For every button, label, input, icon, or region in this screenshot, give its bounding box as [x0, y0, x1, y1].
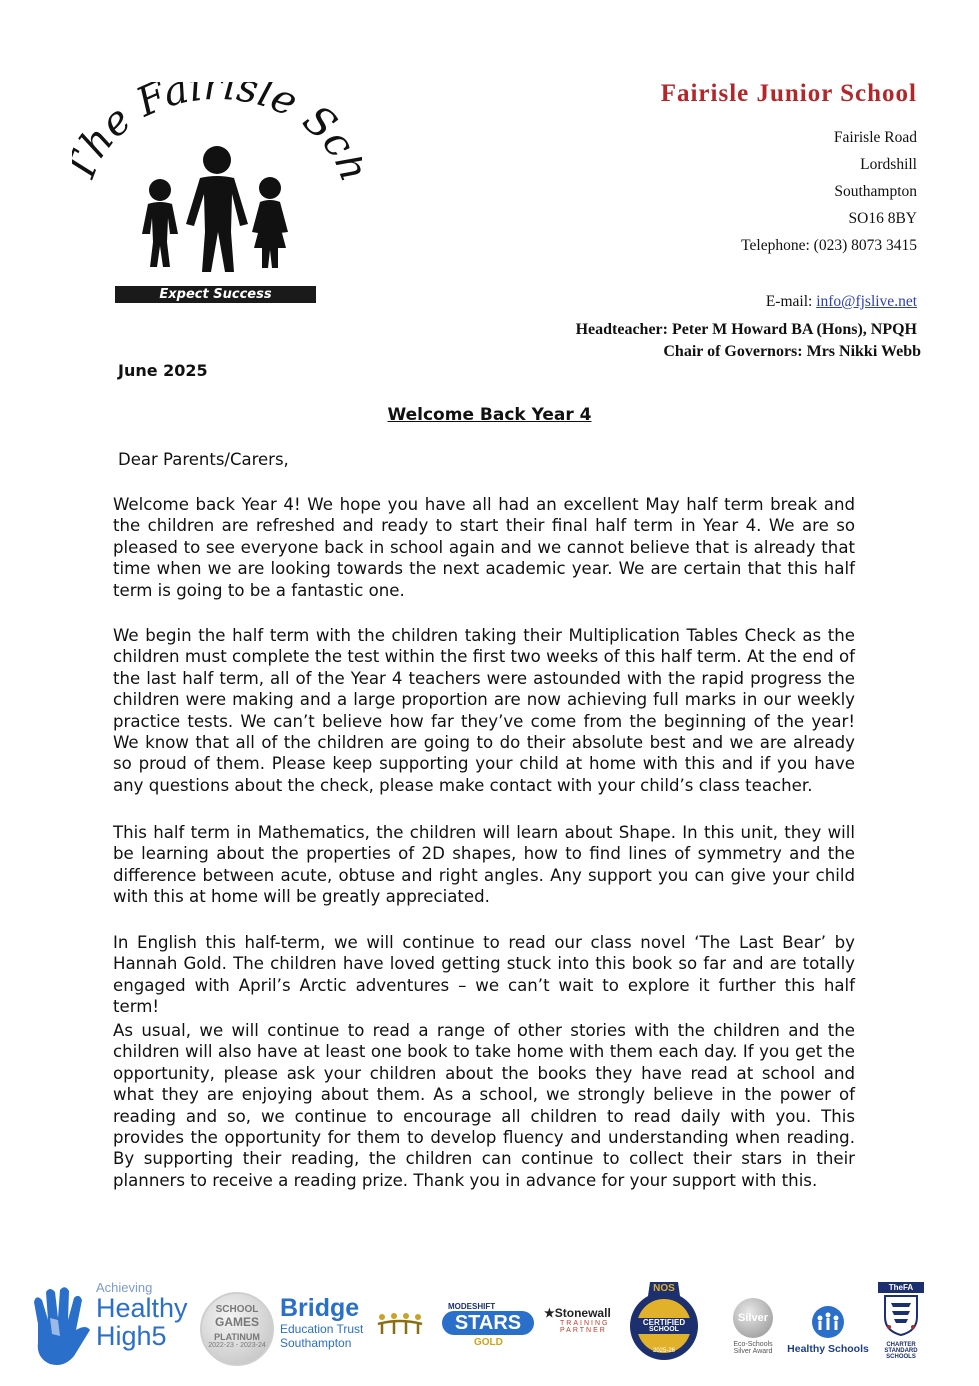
salutation: Dear Parents/Carers, [118, 450, 289, 469]
modeshift-stars: STARS [442, 1311, 534, 1335]
school-games-award: PLATINUM [214, 1332, 260, 1342]
paragraph-1: Welcome back Year 4! We hope you have all had an excellent May half term break and the children are refreshed and ready to start their final half term in Year 4. We are so pleased to see everyone back in school again and we cannot believe that is already that time when we are looking towards the next academic year. We are certain that this half term is going to be a fantastic one. [113, 495, 855, 600]
school-games-line1: SCHOOL [215, 1304, 259, 1315]
school-games-badge [200, 1292, 274, 1366]
nos-line2: SCHOOL [649, 1326, 679, 1333]
paragraph-4: In English this half-term, we will continue to read our class novel ‘The Last Bear’ by Hannah Gold. The children have loved getting stuck into this book so far and are totally engaged with April’s Arctic adventures – we can’t wait to explore it further this half term! [113, 933, 855, 1017]
logo-motto: Expect Success [115, 286, 316, 303]
school-games-years: 2022-23 - 2023-24 [208, 1342, 266, 1349]
stonewall-logo [544, 1306, 614, 1346]
healthy-schools-logo [786, 1306, 870, 1366]
telephone: Telephone: (023) 8073 3415 [741, 237, 917, 254]
high5-high5: High5 [96, 1321, 167, 1351]
email-line [766, 293, 917, 311]
fa-top: TheFA [878, 1282, 924, 1293]
eco-schools-logo [718, 1298, 788, 1368]
letter-title [0, 405, 979, 425]
logo-arc-text: he Fairisle Sc [72, 82, 362, 166]
bridge-title: Bridge [280, 1294, 360, 1322]
headteacher: Headteacher: Peter M Howard BA (Hons), NPQH [575, 321, 917, 338]
letter-date: June 2025 [118, 361, 208, 380]
nos-line1: CERTIFIED [642, 1318, 686, 1327]
healthy-schools-icon [810, 1306, 846, 1338]
high5-achieving: Achieving [96, 1280, 153, 1295]
footer-logos [28, 1280, 938, 1370]
email-label: E-mail: [765, 293, 817, 310]
email-link[interactable]: info@fjslive.net [816, 293, 917, 310]
nos-year: 2025-26 [652, 1348, 676, 1354]
fa-line1: CHARTER [886, 1342, 916, 1348]
high5-healthy: Healthy [96, 1293, 188, 1323]
chair-of-governors: Chair of Governors: Mrs Nikki Webb [663, 343, 921, 360]
school-games-line2: GAMES [214, 1315, 259, 1329]
stonewall-line1: Stonewall [554, 1306, 611, 1320]
fa-crest-icon [881, 1293, 921, 1337]
address-line-3: Southampton [834, 183, 917, 200]
star-icon: ★ [544, 1306, 555, 1320]
address-line-2: Lordshill [860, 156, 917, 173]
eco-silver-badge: Silver [733, 1298, 773, 1338]
letter-title-text: Welcome Back Year 4 [387, 405, 592, 425]
people-icon [376, 1312, 424, 1336]
nos-certified-badge [626, 1280, 702, 1362]
modeshift-stars-logo [440, 1302, 540, 1362]
family-logo-graphic [72, 82, 362, 312]
bridge-line2: Education Trust [280, 1322, 364, 1336]
bridge-trust-logo [280, 1294, 430, 1364]
paragraph-5: As usual, we will continue to read a range of other stories with the children and the children will also have at least one book to take home with them each day. If you get the opportunity, please ask your children about the books they have read at school and what they are enjoying about them. As a school, we strongly believe in the power of reading and so, we continue to encourage all children to read daily with you. This provides the opportunity for them to develop fluency and understanding when reading. By supporting their reading, the children can continue to collect their stars in their planners to receive a reading prize. Thank you in advance for your support with this. [113, 1021, 855, 1190]
eco-line1: Eco-Schools [733, 1341, 773, 1348]
nos-top: NOS [653, 1283, 675, 1294]
hand-icon [28, 1284, 94, 1374]
paragraph-3: This half term in Mathematics, the children will learn about Shape. In this unit, they will be learning about the properties of 2D shapes, how to find lines of symmetry and the difference between acute, obtuse and right angles. Any support you can give your child with this at home will be greatly appreciated. [113, 823, 855, 907]
paragraph-2: We begin the half term with the children taking their Multiplication Tables Check as the children must complete the test within the first two weeks of this half term. At the end of the last half term, all of the Year 4 teachers were astounded with the rapid progress the children were making and a large proportion are now achieving full marks in our weekly practice tests. We can’t believe how far they’ve come from the beginning of the year! We know that all of the children are going to do their absolute best and we are already so proud of them. Please keep supporting your child at home with this and if you have any questions about the check, please make contact with your child’s class teacher. [113, 626, 855, 795]
address-line-1: Fairisle Road [833, 129, 917, 146]
modeshift-level: GOLD [474, 1337, 503, 1348]
school-name: Fairisle Junior School [660, 80, 917, 107]
bridge-line3: Southampton [280, 1336, 352, 1350]
modeshift-top: MODESHIFT [448, 1302, 496, 1311]
fa-line3: SCHOOLS [886, 1354, 916, 1360]
healthy-high5-logo [28, 1280, 193, 1370]
address-postcode: SO16 8BY [848, 210, 917, 227]
fa-line2: STANDARD [884, 1348, 918, 1354]
stonewall-line3: PARTNER [560, 1327, 607, 1334]
healthy-schools-label: Healthy Schools [787, 1343, 869, 1355]
fa-charter-logo [878, 1282, 924, 1368]
stonewall-line2: TRAINING [560, 1320, 610, 1327]
school-logo [72, 82, 362, 312]
stonewall-title [544, 1306, 614, 1320]
eco-line2: Silver Award [733, 1348, 773, 1355]
